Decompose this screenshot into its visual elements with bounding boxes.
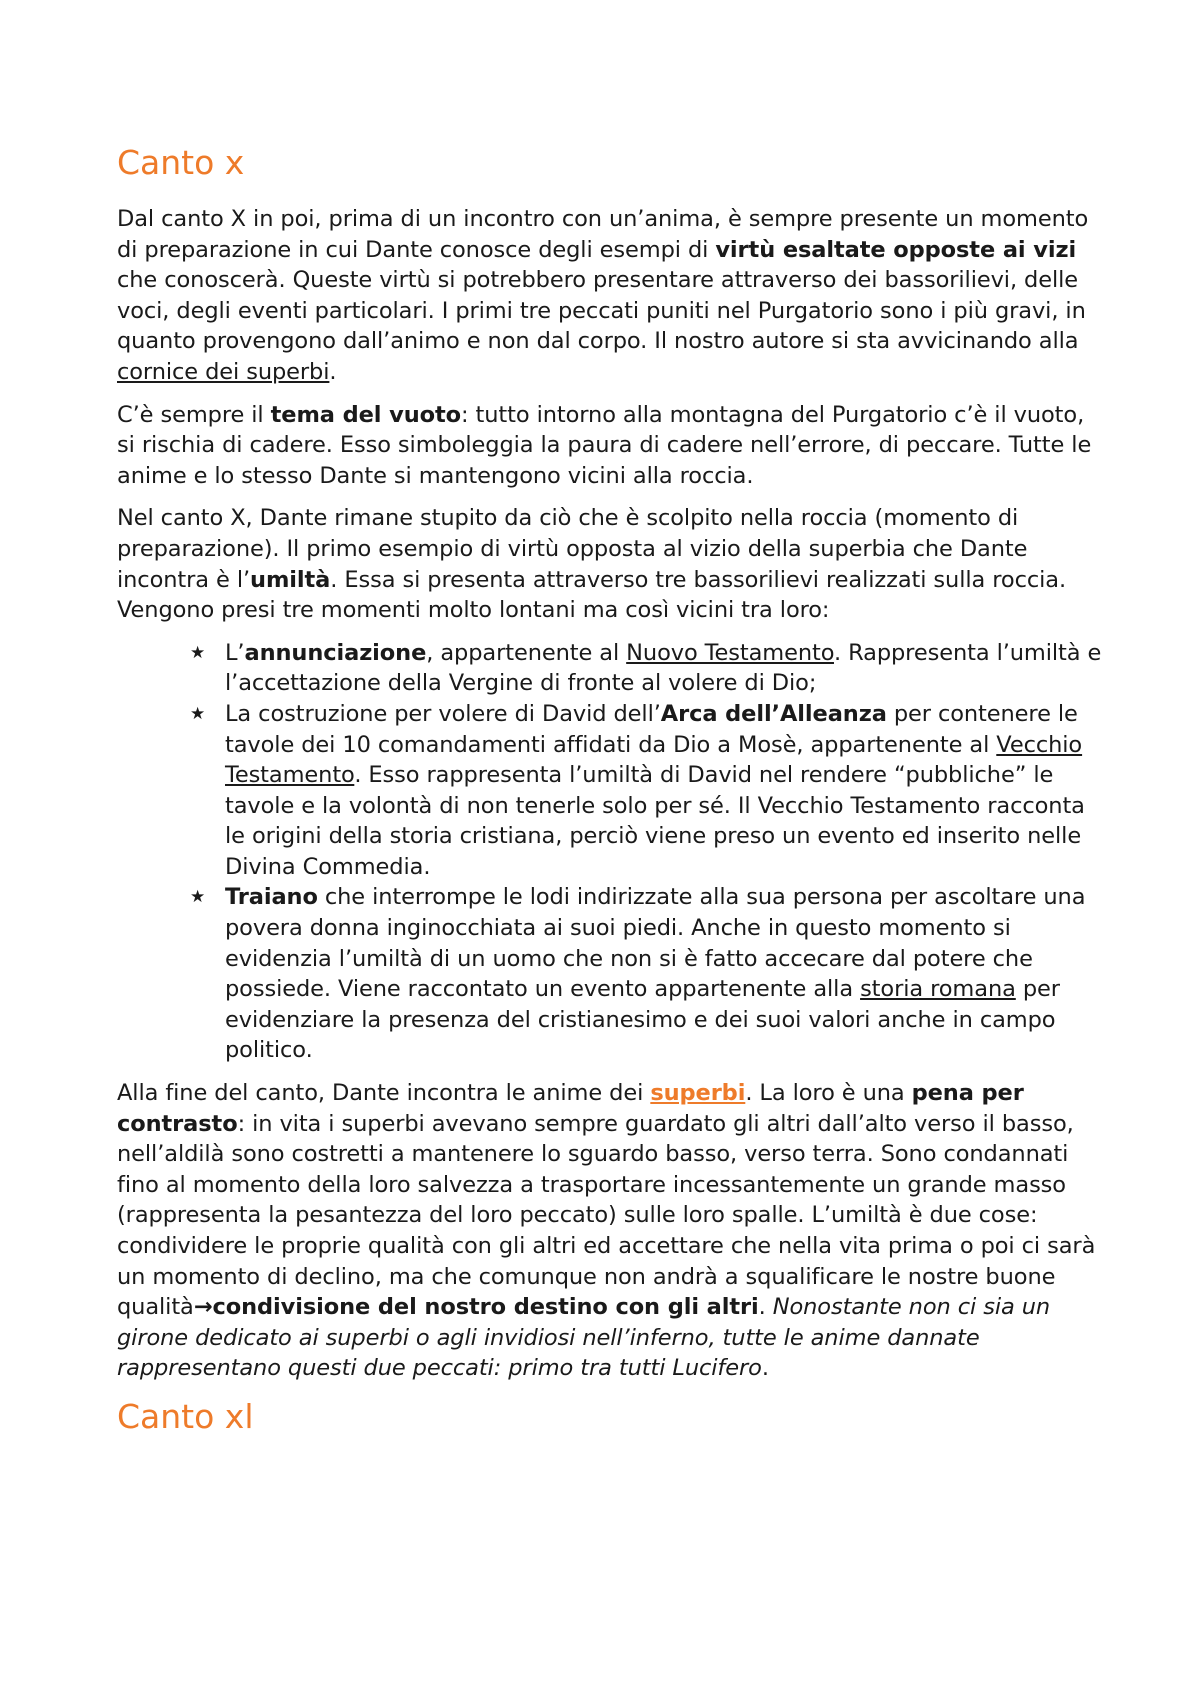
bold-run: pena per contrasto	[117, 1080, 1024, 1137]
text-run: Dal canto X in poi, prima di un incontro con un’anima, è sempre presente un momento di preparazione in cui Dante conosce degli esempi di	[117, 206, 1089, 263]
paragraph-superbi	[117, 1078, 1107, 1384]
text-run: Nel canto X, Dante rimane stupito da ciò che è scolpito nella roccia (momento di preparazione). Il primo esempio di virtù opposta al vizio della superbia che Dante incontra è l’	[117, 505, 1028, 593]
bold-run: virtù esaltate opposte ai vizi	[715, 236, 1077, 263]
bassorilievi-list	[117, 638, 1107, 1066]
star-bullet-icon: ★	[190, 642, 206, 663]
list-item-traiano	[117, 882, 1107, 1066]
paragraph-vuoto	[117, 400, 1107, 492]
arrow-right-icon: →	[193, 1294, 213, 1321]
text-run: che interrompe le lodi indirizzate alla sua persona per ascoltare una povera donna inginocchiata ai suoi piedi. Anche in questo momento si evidenzia l’umiltà di un uomo che non si è fatto accecare dal potere che possiede. Viene raccontato un evento appartenente alla	[225, 884, 1086, 1003]
section-heading-canto-xi: Canto xl	[117, 1396, 254, 1436]
text-run: che conoscerà. Queste virtù si potrebbero presentare attraverso dei bassorilievi, delle voci, degli eventi particolari. I primi tre peccati puniti nel Purgatorio sono i più gravi, in quanto provengono dall’animo e non dal corpo. Il nostro autore si sta avvicinando alla	[117, 267, 1086, 355]
text-run: L’	[225, 639, 245, 666]
underlined-run: storia romana	[860, 976, 1016, 1003]
text-run: per contenere le tavole dei 10 comandamenti affidati da Dio a Mosè, appartenente al	[225, 700, 1078, 758]
text-run: La costruzione per volere di David dell’	[225, 700, 661, 727]
bold-run: annunciazione	[244, 639, 427, 666]
list-item-annunciazione	[117, 638, 1107, 699]
superbi-link[interactable]: superbi	[650, 1080, 746, 1107]
section-heading-canto-x: Canto x	[117, 143, 245, 182]
text-run: per evidenziare la presenza del cristianesimo e dei suoi valori anche in campo politico.	[225, 976, 1060, 1064]
bold-run: tema del vuoto	[270, 401, 461, 428]
text-run: C’è sempre il	[117, 401, 271, 428]
underlined-run: Vecchio Testamento	[225, 731, 1083, 789]
underlined-run: Nuovo Testamento	[626, 639, 834, 666]
bold-run: Traiano	[225, 884, 318, 911]
paragraph-intro	[117, 204, 1107, 388]
text-run: . Esso rappresenta l’umiltà di David nel rendere “pubbliche” le tavole e la volontà di non tenerle solo per sé. Il Vecchio Testamento racconta le origini della storia cristiana, perciò viene preso un evento ed inserito nelle Divina Commedia.	[225, 762, 1085, 880]
star-bullet-icon: ★	[190, 887, 206, 908]
text-run: Alla fine del canto, Dante incontra le anime dei	[117, 1080, 651, 1107]
text-run: . Essa si presenta attraverso tre bassorilievi realizzati sulla roccia. Vengono presi tre momenti molto lontani ma così vicini tra loro:	[117, 566, 1067, 624]
bold-run: umiltà	[250, 566, 331, 593]
text-run: .	[761, 1355, 769, 1382]
text-run: . Rappresenta l’umiltà e l’accettazione della Vergine di fronte al volere di Dio;	[225, 639, 1102, 697]
list-item-arca	[117, 699, 1107, 883]
document-page	[117, 142, 1107, 1458]
star-bullet-icon: ★	[190, 703, 206, 724]
paragraph-umilta	[117, 503, 1107, 625]
text-run: . La loro è una	[745, 1080, 912, 1107]
text-run: : in vita i superbi avevano sempre guardato gli altri dall’alto verso il basso, nell’aldilà sono costretti a mantenere lo sguardo basso, verso terra. Sono condannati fino al momento della loro salvezza a trasportare incessantemente un grande masso (rappresenta la pesantezza del loro peccato) sulle loro spalle. L’umiltà è due cose: condividere le proprie qualità con gli altri ed accettare che nella vita prima o poi ci sarà un momento di declino, ma che comunque non andrà a squalificare le nostre buone qualità	[117, 1110, 1096, 1321]
text-run: , appartenente al	[426, 639, 627, 666]
text-run: .	[329, 358, 337, 385]
bold-run: condivisione del nostro destino con gli altri	[212, 1294, 759, 1321]
bold-run: Arca dell’Alleanza	[660, 700, 887, 727]
text-run: .	[758, 1294, 773, 1321]
text-run: : tutto intorno alla montagna del Purgatorio c’è il vuoto, si rischia di cadere. Esso simboleggia la paura di cadere nell’errore, di peccare. Tutte le anime e lo stesso Dante si mantengono vicini alla roccia.	[117, 401, 1092, 489]
underlined-run: cornice dei superbi	[117, 358, 330, 385]
italic-run: Nonostante non ci sia un girone dedicato ai superbi o agli invidiosi nell’inferno, tutte le anime dannate rappresentano questi due peccati: primo tra tutti Lucifero	[117, 1294, 1051, 1382]
